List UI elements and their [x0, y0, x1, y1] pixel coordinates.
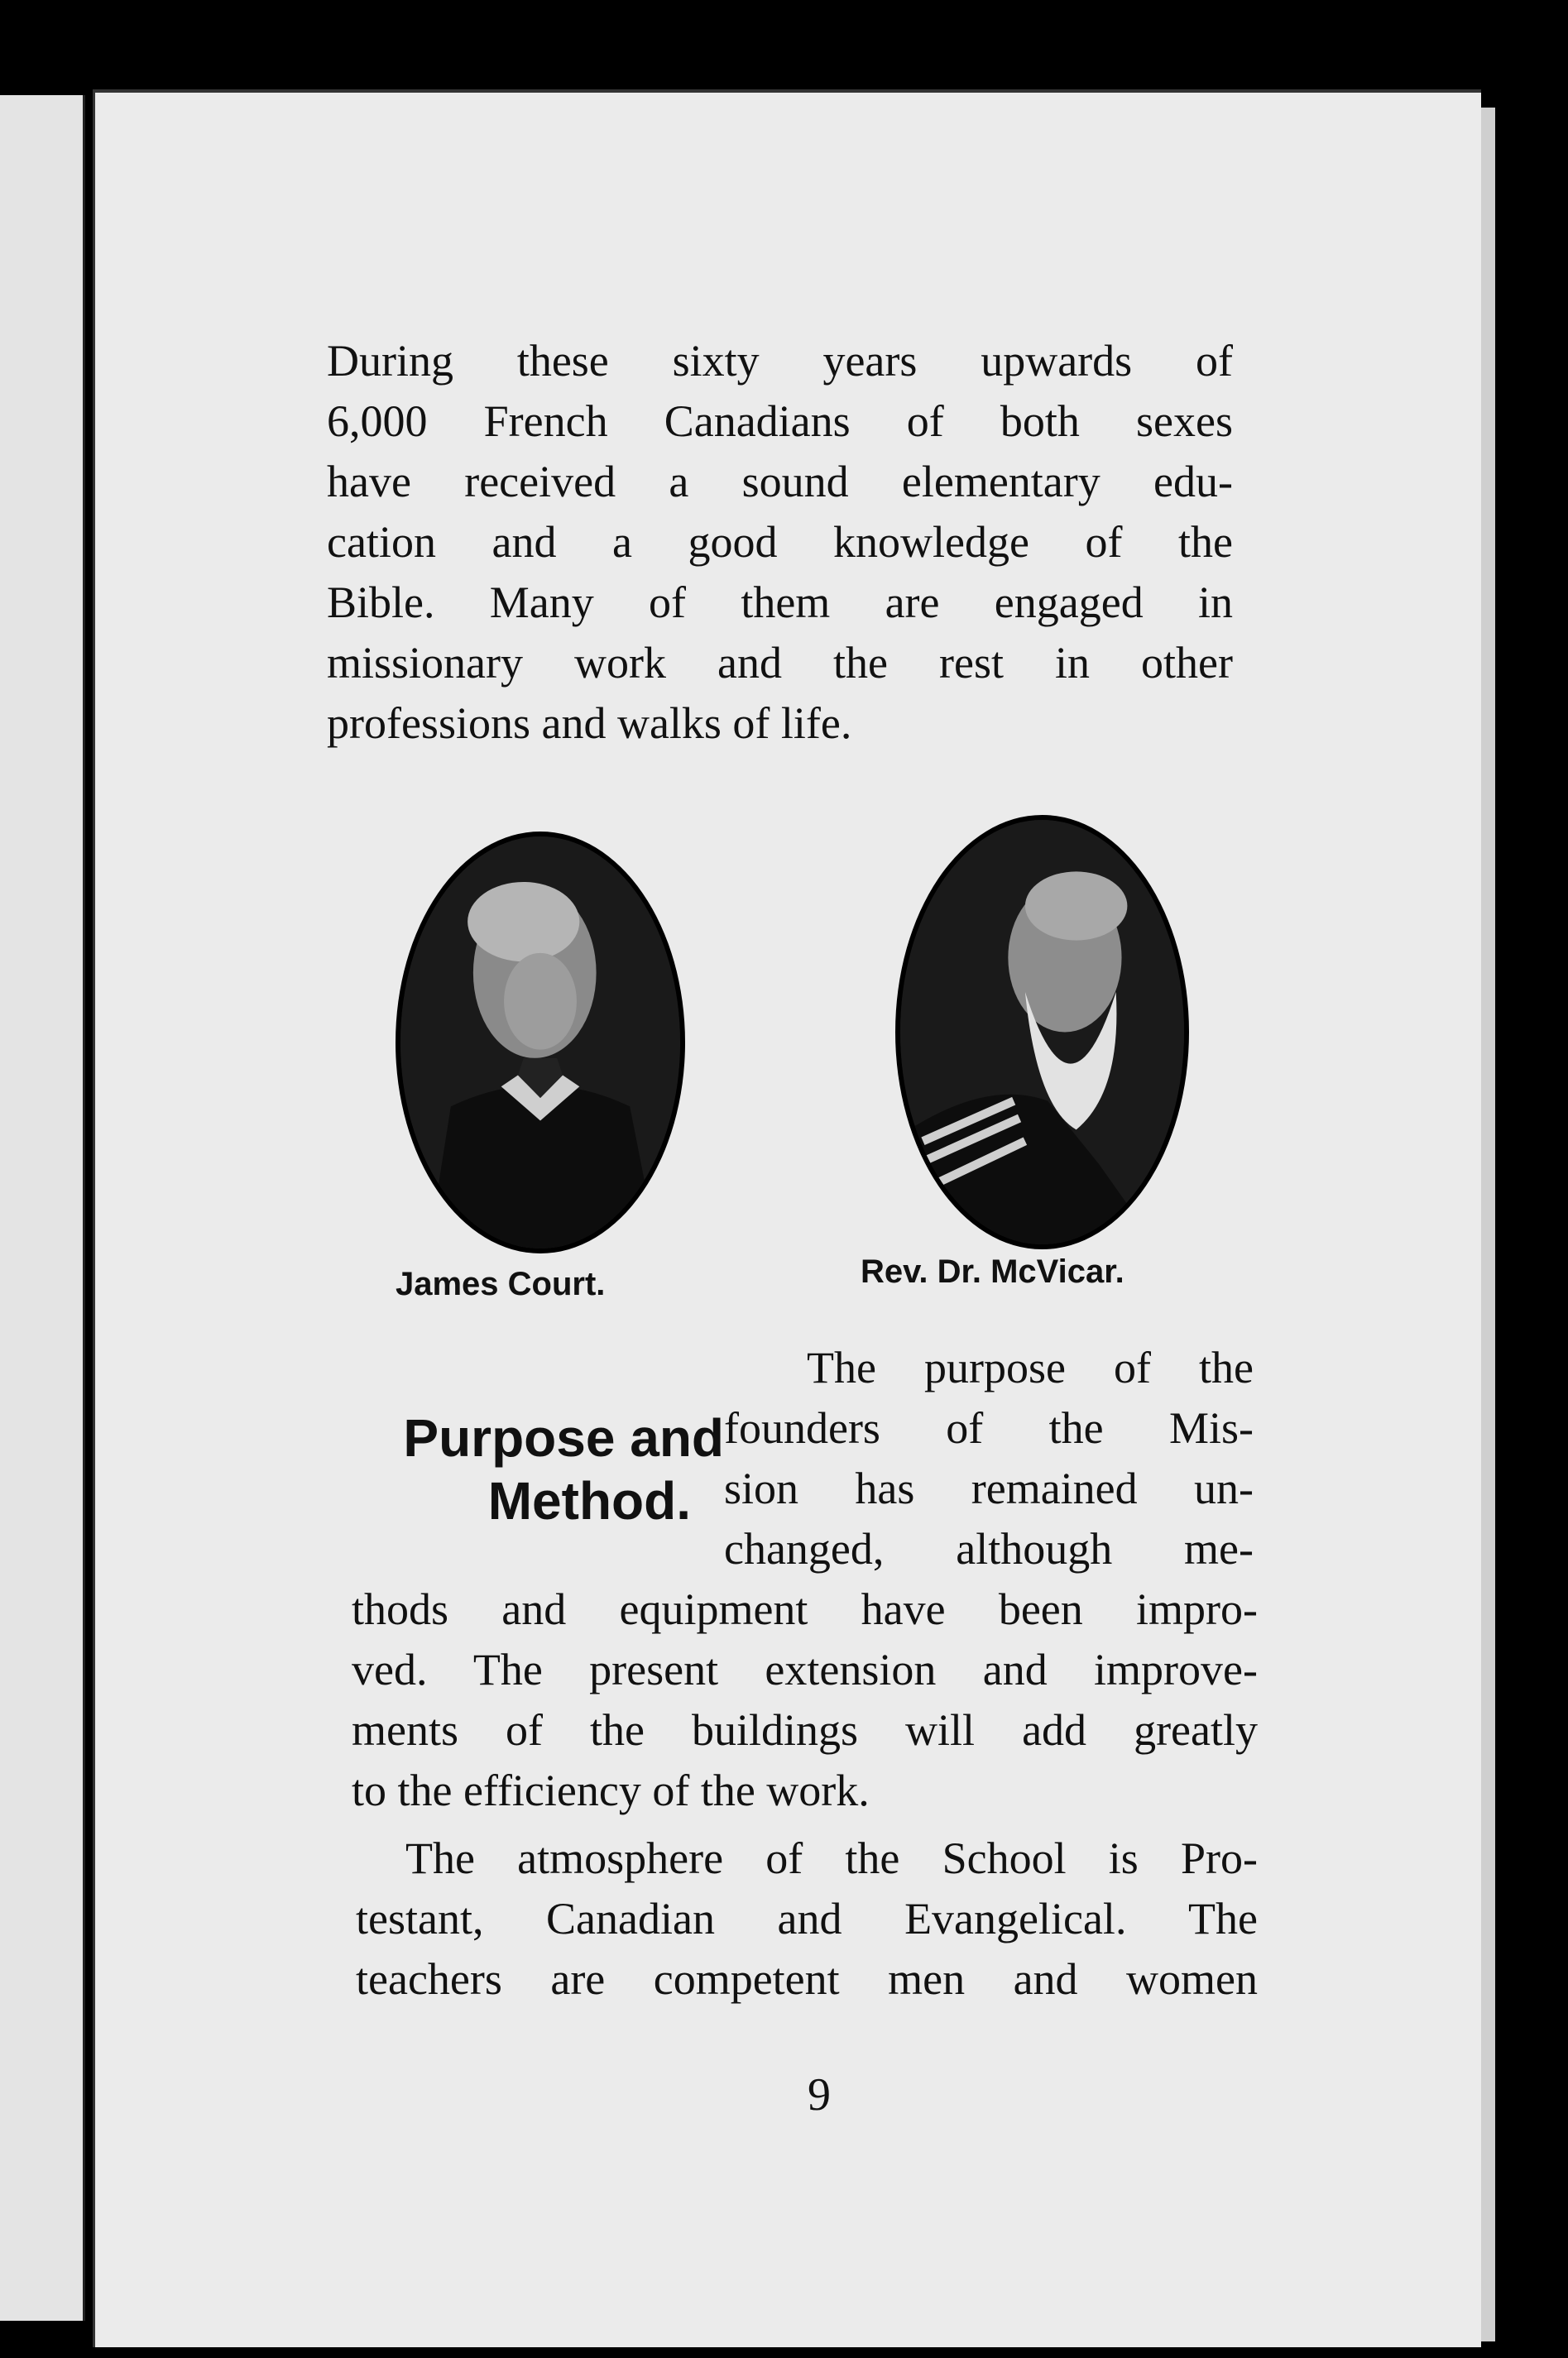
text-line: During these sixty years upwards of — [327, 336, 1233, 386]
text-line: to the efficiency of the work. — [352, 1766, 870, 1815]
text-line: founders of the Mis- — [724, 1403, 1254, 1453]
text-line: have received a sound elementary edu- — [327, 457, 1233, 506]
text-line: professions and walks of life. — [327, 698, 852, 748]
text-line: The purpose of the — [807, 1343, 1254, 1392]
paragraph-3 — [356, 1828, 1258, 2010]
text-line: 6,000 French Canadians of both sexes — [327, 396, 1233, 446]
text-line: teachers are competent men and women — [356, 1954, 1258, 2004]
text-line: sion has remained un- — [724, 1464, 1254, 1513]
page-number: 9 — [808, 2069, 831, 2121]
text-line: cation and a good knowledge of the — [327, 517, 1233, 567]
text-line: missionary work and the rest in other — [327, 638, 1233, 688]
paragraph-2-full — [352, 1579, 1258, 1821]
side-heading-line-1: Purpose and — [403, 1408, 724, 1468]
page-stack-edge — [1479, 108, 1495, 2341]
text-line: ments of the buildings will add greatly — [352, 1705, 1258, 1755]
portrait-rev-dr-mcvicar — [895, 815, 1189, 1249]
text-line: testant, Canadian and Evangelical. The — [356, 1894, 1258, 1943]
paragraph-2-indented — [724, 1338, 1254, 1579]
text-line: changed, although me- — [724, 1524, 1254, 1574]
text-line: thods and equipment have been impro- — [352, 1584, 1258, 1634]
text-line: The atmosphere of the School is Pro- — [405, 1833, 1258, 1883]
paragraph-1 — [327, 331, 1233, 754]
portrait-james-court — [396, 832, 685, 1253]
text-line: ved. The present extension and improve- — [352, 1645, 1258, 1694]
side-heading-purpose-and-method — [348, 1407, 724, 1532]
caption-rev-dr-mcvicar: Rev. Dr. McVicar. — [861, 1253, 1124, 1290]
text-line: Bible. Many of them are engaged in — [327, 578, 1233, 627]
side-heading-line-2: Method. — [487, 1471, 691, 1531]
previous-page-edge — [0, 95, 85, 2321]
caption-james-court: James Court. — [396, 1266, 606, 1302]
